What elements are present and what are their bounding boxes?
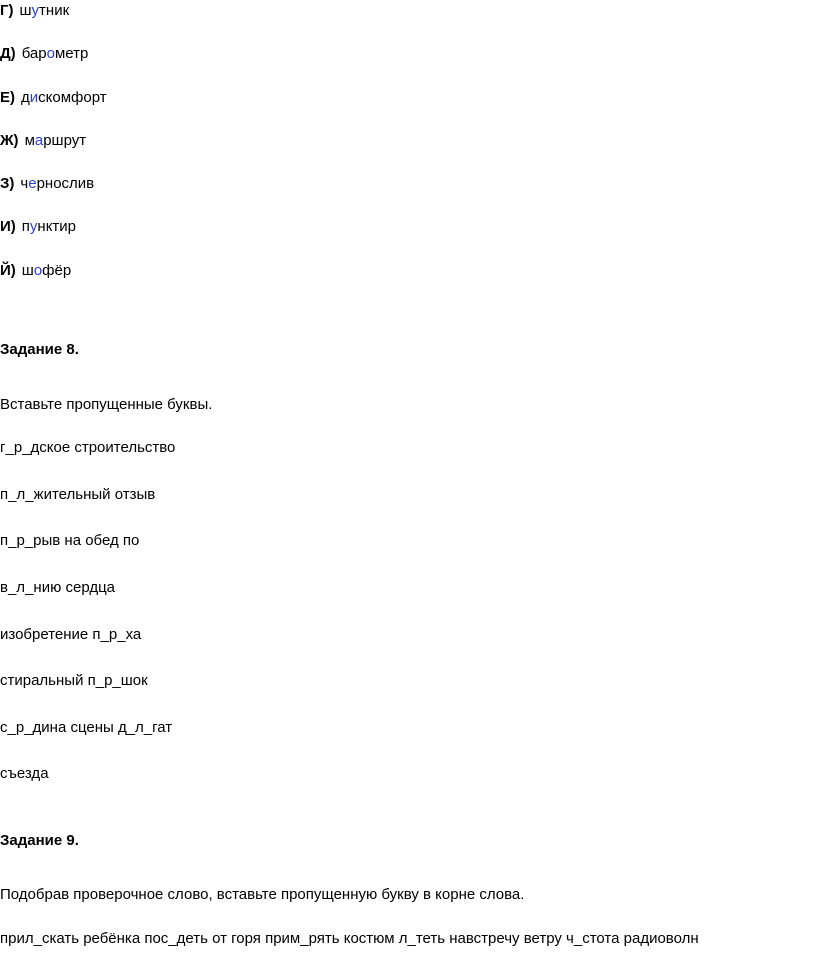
item-label: Ж) xyxy=(0,132,19,149)
word-part: д xyxy=(21,89,30,106)
stress-item-y xyxy=(0,261,71,281)
item-word xyxy=(22,44,89,64)
task9-title: Задание 9. xyxy=(0,832,79,849)
word-part: м xyxy=(24,132,35,149)
task8-line: стиральный п_р_шок xyxy=(0,672,148,689)
item-word xyxy=(21,88,107,108)
item-word xyxy=(20,174,94,194)
item-label: З) xyxy=(0,175,15,192)
task8-line: п_л_жительный отзыв xyxy=(0,486,156,503)
stressed-vowel: о xyxy=(33,262,43,279)
item-word xyxy=(22,261,71,281)
item-label: Й) xyxy=(0,262,16,279)
item-label: И) xyxy=(0,218,16,235)
item-label: Е) xyxy=(0,89,15,106)
item-label: Д) xyxy=(0,45,16,62)
stressed-vowel: у xyxy=(31,2,40,19)
word-part: бар xyxy=(21,45,47,62)
stress-item-e xyxy=(0,88,107,108)
task8-instruction: Вставьте пропущенные буквы. xyxy=(0,396,213,413)
word-part: п xyxy=(21,218,30,235)
word-part: тник xyxy=(39,2,70,19)
task8-line: изобретение п_р_ха xyxy=(0,626,142,643)
task8-line: п_р_рыв на обед по xyxy=(0,532,140,549)
word-part: ш xyxy=(19,2,32,19)
word-part: фёр xyxy=(42,262,72,279)
task9-line: прил_скать ребёнка пос_деть от горя прим_рять костюм л_теть навстречу ветру ч_стота радиоволн xyxy=(0,930,699,947)
stressed-vowel: а xyxy=(34,132,44,149)
stressed-vowel: у xyxy=(29,218,38,235)
task8-line: в_л_нию сердца xyxy=(0,579,116,596)
task9-instruction: Подобрав проверочное слово, вставьте пропущенную букву в корне слова. xyxy=(0,886,525,903)
stress-item-zh xyxy=(0,131,86,151)
stress-item-g xyxy=(0,1,69,21)
task8-title: Задание 8. xyxy=(0,341,79,358)
word-part: ршрут xyxy=(43,132,87,149)
task8-line: съезда xyxy=(0,765,49,782)
word-part: метр xyxy=(54,45,89,62)
word-part: ч xyxy=(20,175,29,192)
stress-item-i xyxy=(0,217,76,237)
item-label: Г) xyxy=(0,2,14,19)
word-part: нктир xyxy=(37,218,77,235)
word-part: ш xyxy=(21,262,34,279)
stress-item-d xyxy=(0,44,88,64)
stressed-vowel: е xyxy=(28,175,37,192)
item-word xyxy=(22,217,76,237)
stressed-vowel: о xyxy=(46,45,55,62)
task8-line: г_р_дское строительство xyxy=(0,439,176,456)
word-part: скомфорт xyxy=(38,89,107,106)
stress-item-z xyxy=(0,174,94,194)
item-word xyxy=(20,1,70,21)
task8-line: с_р_дина сцены д_л_гат xyxy=(0,719,173,736)
word-part: рнослив xyxy=(36,175,95,192)
stressed-vowel: и xyxy=(29,89,39,106)
item-word xyxy=(25,131,87,151)
